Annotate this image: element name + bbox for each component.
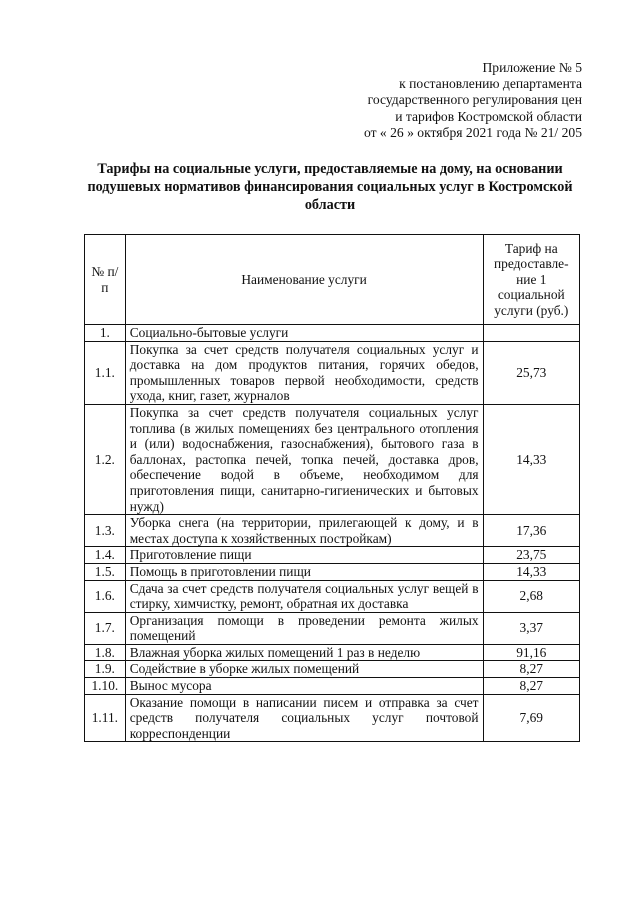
table-row — [85, 678, 580, 695]
row-num: 1.9. — [85, 661, 126, 678]
row-name: Приготовление пищи — [125, 547, 483, 564]
row-price: 7,69 — [483, 694, 579, 742]
row-num: 1.6. — [85, 580, 126, 612]
row-price: 3,37 — [483, 612, 579, 644]
tariffs-table — [84, 234, 580, 742]
table-body — [85, 325, 580, 742]
row-price: 8,27 — [483, 678, 579, 695]
table-header-row — [85, 235, 580, 325]
table-row — [85, 515, 580, 547]
row-num: 1.4. — [85, 547, 126, 564]
table-row — [85, 580, 580, 612]
section-price — [483, 325, 579, 342]
row-price: 14,33 — [483, 404, 579, 514]
row-name: Влажная уборка жилых помещений 1 раз в неделю — [125, 644, 483, 661]
row-name: Уборка снега (на территории, прилегающей к дому, и в местах доступа к хозяйственных постройкам) — [125, 515, 483, 547]
row-num: 1.7. — [85, 612, 126, 644]
row-price: 91,16 — [483, 644, 579, 661]
appendix-line: государственного регулирования цен — [367, 92, 582, 108]
section-name: Социально-бытовые услуги — [125, 325, 483, 342]
row-name: Сдача за счет средств получателя социальных услуг вещей в стирку, химчистку, ремонт, обратная их доставка — [125, 580, 483, 612]
row-num: 1.2. — [85, 404, 126, 514]
table-row — [85, 404, 580, 514]
row-price: 25,73 — [483, 341, 579, 404]
appendix-block — [364, 60, 582, 141]
table-row — [85, 612, 580, 644]
row-num: 1.1. — [85, 341, 126, 404]
row-num: 1.5. — [85, 563, 126, 580]
table-row — [85, 644, 580, 661]
appendix-line: Приложение № 5 — [482, 60, 582, 75]
section-num: 1. — [85, 325, 126, 342]
row-name: Покупка за счет средств получателя социальных услуг и доставка на дом продуктов питания, горячих обедов, промышленных товаров первой необходимости, средств ухода, книг, газет, журналов — [125, 341, 483, 404]
row-price: 2,68 — [483, 580, 579, 612]
row-price: 17,36 — [483, 515, 579, 547]
row-price: 23,75 — [483, 547, 579, 564]
appendix-line: к постановлению департамента — [399, 76, 582, 92]
table-row — [85, 341, 580, 404]
table-row — [85, 563, 580, 580]
row-num: 1.3. — [85, 515, 126, 547]
header-num: № п/п — [85, 235, 126, 325]
row-name: Оказание помощи в написании писем и отправка за счет средств получателя социальных услуг почтовой корреспонденции — [125, 694, 483, 742]
row-name: Помощь в приготовлении пищи — [125, 563, 483, 580]
table-row — [85, 661, 580, 678]
header-price: Тариф на предоставле-ние 1 социальной услуги (руб.) — [483, 235, 579, 325]
table-row — [85, 547, 580, 564]
row-price: 14,33 — [483, 563, 579, 580]
row-price: 8,27 — [483, 661, 579, 678]
appendix-line: и тарифов Костромской области — [395, 108, 582, 124]
header-name: Наименование услуги — [125, 235, 483, 325]
section-row — [85, 325, 580, 342]
row-name: Содействие в уборке жилых помещений — [125, 661, 483, 678]
appendix-line: от « 26 » октября 2021 года № 21/ 205 — [363, 124, 582, 140]
document-title: Тарифы на социальные услуги, предоставляемые на дому, на основании подушевых нормативов финансирования социальных услуг в Костромской области — [87, 161, 573, 213]
row-name: Вынос мусора — [125, 678, 483, 695]
row-num: 1.8. — [85, 644, 126, 661]
row-num: 1.11. — [85, 694, 126, 742]
row-name: Покупка за счет средств получателя социальных услуг топлива (в жилых помещениях без центрального отопления и (или) водоснабжения, газоснабжения), бытового газа в баллонах, растопка печей, топка печей, доставка дров, обеспечение водой в объеме, необходимом для приготовления пищи, санитарно-гигиенических и бытовых нужд) — [125, 404, 483, 514]
row-num: 1.10. — [85, 678, 126, 695]
table-row — [85, 694, 580, 742]
row-name: Организация помощи в проведении ремонта жилых помещений — [125, 612, 483, 644]
